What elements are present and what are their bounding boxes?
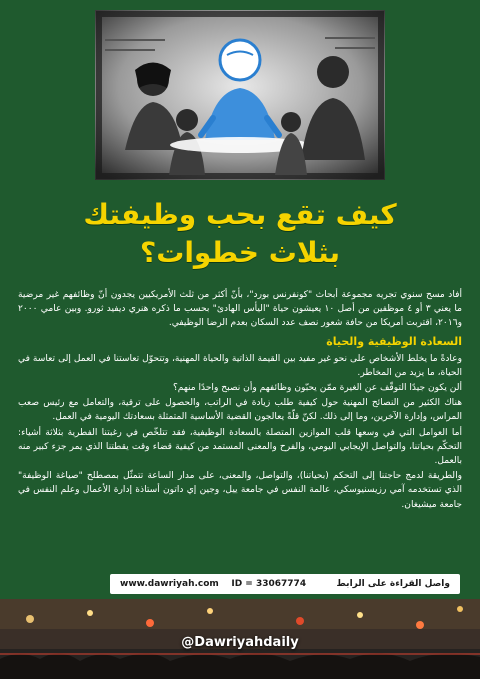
- read-more-bar[interactable]: [110, 574, 460, 594]
- paragraph: ألن يكون جيدًا التوقّف عن الغيرة ممّن يحبّون وظائفهم وأن نصبح واحدًا منهم؟: [172, 383, 462, 394]
- paragraph: والطريقة لدمج حاجتنا إلى التحكم (بحياتنا)، والتواصل، والمعنى، على مدار الساعة تتمثّل بمصطلح "صياغة الوظيفة" الذي تستخدمه آمي رزيسنيوسكي، عالمة النفس في جامعة ييل، وجين إي داتون أستاذة إدارة الأعمال وعلم النفس في جامعة ميشيغان.: [18, 471, 462, 510]
- section-heading: السعادة الوظيفية والحياة: [326, 334, 462, 348]
- continue-reading-label: واصل القراءة على الرابط: [336, 579, 450, 589]
- paragraph: أما العوامل التي في وسعها قلب الموازين المتصلة بالسعادة الوظيفية، فقد تتلخّص في رغبتنا الفطرية بثلاثة أشياء: التحكّم بحياتنا، والتواصل الإيجابي اليومي، والفرح والمعنى المستمد من كيفية قضاء وقت يقطتنا الذي يمر جزء كبير منه بالعمل.: [18, 427, 462, 467]
- title-line-2: بثلاث خطوات؟: [139, 236, 341, 269]
- paragraph-intro: أفاد مسح سنوي تجريه مجموعة أبحاث "كونفرنس بورد"، بأنّ أكثر من ثلث الأمريكيين يجدون أنّ وظائفهم غير مرضية ما يعني ٣ أو ٤ موظفين من أصل ١٠ يعيشون حياة "اليأس الهادئ" بحسب ما ذكره هنري ديفيد ثورو. وبين عامي ٢٠٠٠ و٢٠١٦، اقتربت أمريكا من حافة شعور نصف عدد السكان بعدم الرضا الوظيفي.: [18, 290, 462, 329]
- hero-illustration: [95, 10, 385, 180]
- article-title: [0, 196, 480, 272]
- paragraph: هناك الكثير من النصائح المهنية حول كيفية طلب زيادة في الراتب، والحصول على ترقية، والتعامل مع رئيس صعب المراس، وإدارة الآخرين، وما إلى ذلك. لكنّ قلّةً يعالجون القضية الأساسية المتمثلة بسعادتك اليومية في العمل.: [18, 398, 462, 423]
- website-link[interactable]: www.dawriyah.com ID = 33067774: [120, 579, 307, 589]
- social-handle[interactable]: @Dawriyahdaily: [181, 635, 299, 650]
- title-line-1: كيف تقع بحب وظيفتك: [83, 198, 397, 231]
- paragraph: وعادةً ما يخلط الأشخاص على نحو غير مفيد بين القيمة الذاتية والحياة المهنية، وتتحوّل تعاستنا في العمل إلى تعاسة في الحياة، ما يزيد من المخاطر.: [18, 353, 462, 378]
- office-sketch-image: [95, 10, 385, 180]
- article-body: [18, 288, 462, 513]
